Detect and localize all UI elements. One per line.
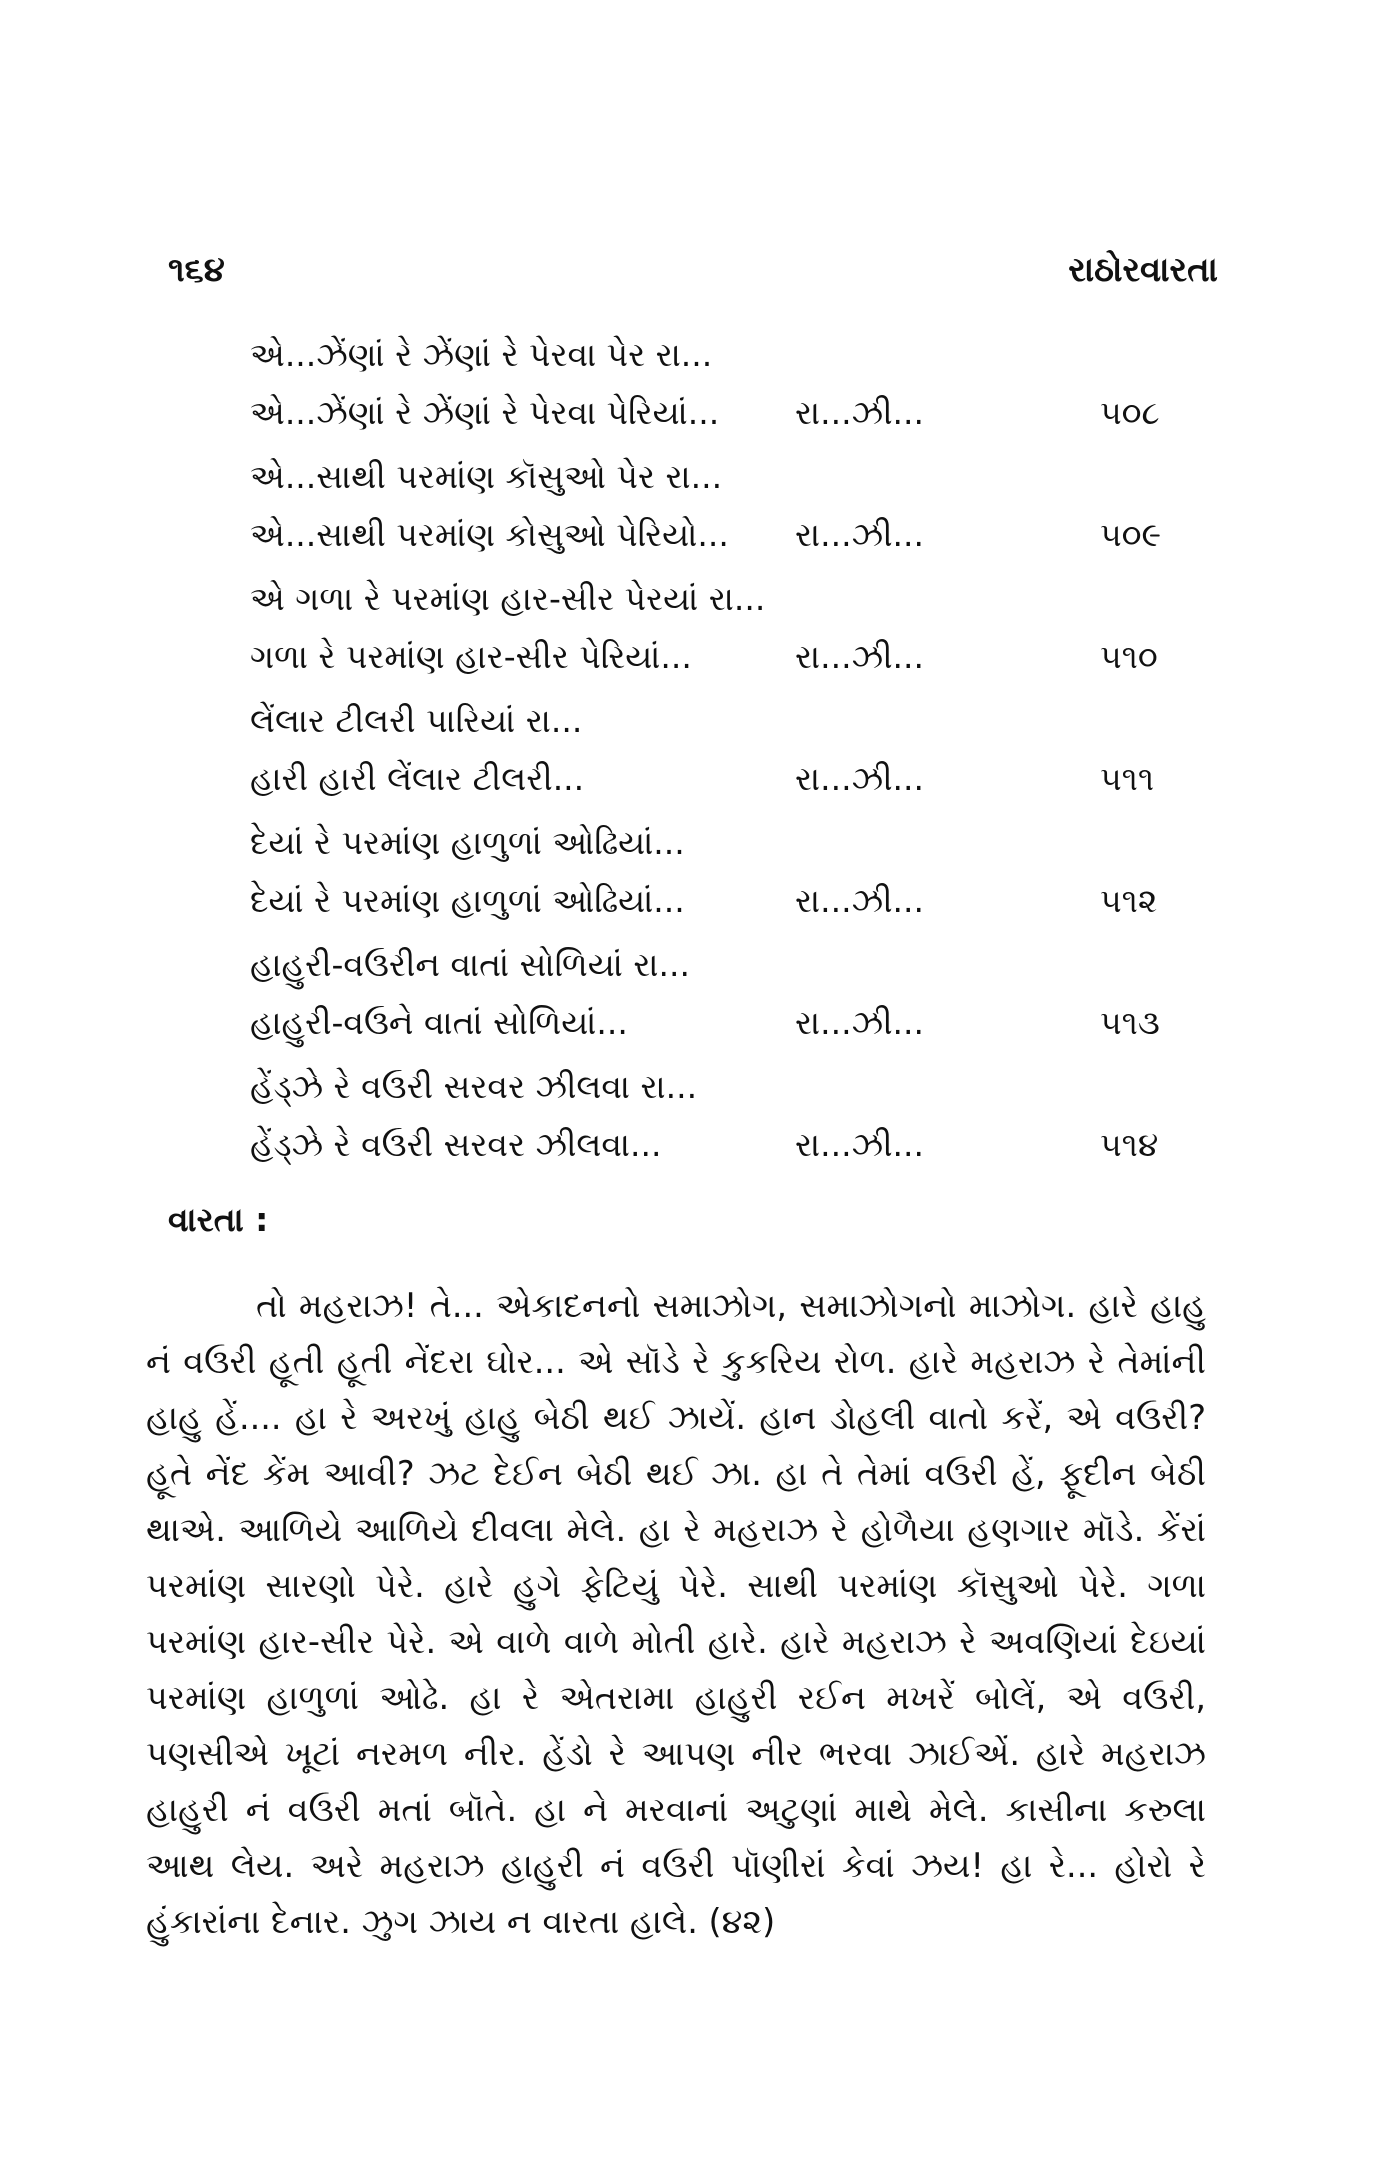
verse-stanza bbox=[250, 448, 1250, 564]
verse-refrain: રા...ઝી... bbox=[795, 393, 925, 432]
verse-text: એ...ઝેંણાં રે ઝેંણાં રે પેરવા પેર રા... bbox=[250, 335, 713, 374]
story-heading: વારતા : bbox=[168, 1200, 269, 1239]
verse-stanza bbox=[250, 570, 1250, 686]
verse-refrain: રા...ઝી... bbox=[795, 1003, 925, 1042]
verse-line bbox=[250, 1116, 1250, 1174]
verse-text: દેયાં રે પરમાંણ હાળુળાં ઓઢિયાં... bbox=[250, 881, 685, 920]
verse-number: ૫૦૯ bbox=[1100, 515, 1162, 554]
verse-refrain: રા...ઝી... bbox=[795, 759, 925, 798]
running-title: રાઠોરવારતા bbox=[1068, 250, 1218, 290]
verse-line bbox=[250, 326, 1250, 384]
verse-number: ૫૧૧ bbox=[1100, 759, 1155, 798]
verse-line bbox=[250, 994, 1250, 1052]
verse-refrain: રા...ઝી... bbox=[795, 881, 925, 920]
verse-text: ગળા રે પરમાંણ હાર-સીર પેરિયાં... bbox=[250, 637, 692, 676]
verse-text: દેયાં રે પરમાંણ હાળુળાં ઓઢિયાં... bbox=[250, 823, 685, 862]
verse-line bbox=[250, 936, 1250, 994]
verse-text: હેંડ્ઝે રે વઉરી સરવર ઝીલવા... bbox=[250, 1125, 662, 1164]
verse-text: હારી હારી લેંલાર ટીલરી... bbox=[250, 759, 585, 798]
verse-number: ૫૧૩ bbox=[1100, 1003, 1160, 1042]
verse-number: ૫૧૪ bbox=[1100, 1125, 1159, 1164]
verse-refrain: રા...ઝી... bbox=[795, 515, 925, 554]
verse-text: હાહુરી-વઉરીન વાતાં સોળિયાં રા... bbox=[250, 945, 690, 984]
verse-stanza bbox=[250, 1058, 1250, 1174]
verse-refrain: રા...ઝી... bbox=[795, 637, 925, 676]
verse-stanza bbox=[250, 326, 1250, 442]
verse-number: ૫૧૦ bbox=[1100, 637, 1158, 676]
verse-text: એ...સાથી પરમાંણ કોસુઓ પેરિયો... bbox=[250, 515, 729, 554]
verse-text: હેંડ્ઝે રે વઉરી સરવર ઝીલવા રા... bbox=[250, 1067, 698, 1106]
verse-line bbox=[250, 1058, 1250, 1116]
verse-text: એ ગળા રે પરમાંણ હાર-સીર પેરયાં રા... bbox=[250, 579, 766, 618]
verse-line bbox=[250, 628, 1250, 686]
verse-line bbox=[250, 506, 1250, 564]
story-paragraph: તો મહરાઝ! તે... એકાદનનો સમાઝોગ, સમાઝોગનો માઝોગ. હારે હાહુ નં વઉરી હૂતી હૂતી નેંદરા ઘોર... એ સૉડે રે કુકરિય રોળ. હારે મહરાઝ રે તેમાંની હાહુ હેં.... હા રે અરખું હાહુ બેઠી થઈ ઝાયેં. હાન ડોહલી વાતો કરેં, એ વઉરી? હૂતે નેંદ કેંમ આવી? ઝટ દેઈન બેઠી થઈ ઝા. હા તે તેમાં વઉરી હેં, ફૂદીન બેઠી થાએ. આળિયે આળિયે દીવલા મેલે. હા રે મહરાઝ રે હોળૈયા હણગાર મૉડે. કેંરાં પરમાંણ સારણો પેરે. હારે હુગે ફેટિયું પેરે. સાથી પરમાંણ કૉસુઓ પેરે. ગળા પરમાંણ હાર-સીર પેરે. એ વાળે વાળે મોતી હારે. હારે મહરાઝ રે અવણિયાં દેઇયાં પરમાંણ હાળુળાં ઓઢે. હા રે એતરામા હાહુરી રઈન મખરેં બોલેં, એ વઉરી, પણસીએ ખૂટાં નરમળ નીર. હેંડો રે આપણ નીર ભરવા ઝાઈએં. હારે મહરાઝ હાહુરી નં વઉરી મતાં બૉતે. હા ને મરવાનાં અટુણાં માથે મેલે. કાસીના કરુલા આથ લેય. અરે મહરાઝ હાહુરી નં વઉરી પૉણીરાં કેવાં ઝય! હા રે... હોરો રે હુંકારાંના દેનાર. ઝુગ ઝાય ન વારતા હાલે. (૪૨) bbox=[146, 1286, 1206, 1941]
verse-stanza bbox=[250, 936, 1250, 1052]
verse-line bbox=[250, 448, 1250, 506]
verse-number: ૫૧૨ bbox=[1100, 881, 1158, 920]
verse-text: એ...સાથી પરમાંણ કૉસુઓ પેર રા... bbox=[250, 457, 723, 496]
page-number: ૧૬૪ bbox=[168, 250, 225, 290]
verse-line bbox=[250, 692, 1250, 750]
verse-text: હાહુરી-વઉને વાતાં સોળિયાં... bbox=[250, 1003, 628, 1042]
verse-stanza bbox=[250, 814, 1250, 930]
verse-line bbox=[250, 750, 1250, 808]
verse-line bbox=[250, 872, 1250, 930]
verse-refrain: રા...ઝી... bbox=[795, 1125, 925, 1164]
verse-stanza bbox=[250, 692, 1250, 808]
verse-text: એ...ઝેંણાં રે ઝેંણાં રે પેરવા પેરિયાં... bbox=[250, 393, 720, 432]
verse-number: ૫૦૮ bbox=[1100, 393, 1160, 432]
verse-line bbox=[250, 570, 1250, 628]
verse-text: લેંલાર ટીલરી પારિયાં રા... bbox=[250, 701, 583, 740]
verse-line bbox=[250, 814, 1250, 872]
verse-line bbox=[250, 384, 1250, 442]
